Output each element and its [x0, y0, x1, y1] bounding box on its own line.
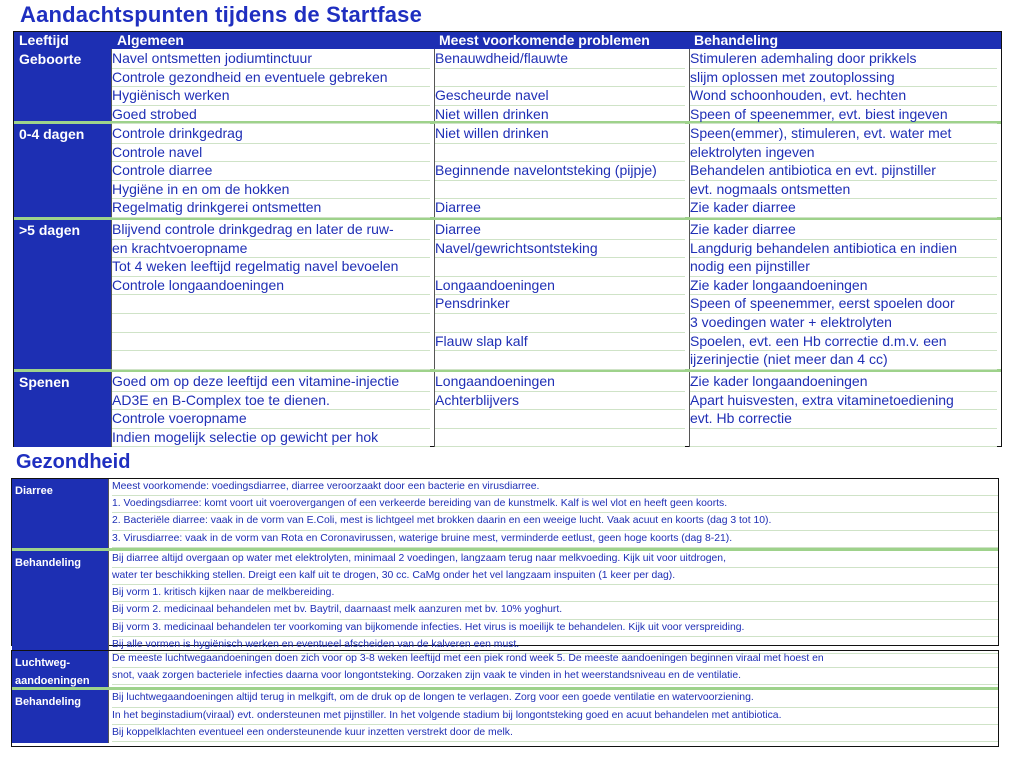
- cell-line: elektrolyten ingeven: [690, 143, 997, 163]
- problemen-cell: [434, 124, 689, 217]
- table-header: [14, 32, 1001, 49]
- cell-line: Controle drinkgedrag: [112, 124, 430, 144]
- cell-line: en krachtvoeropname: [112, 239, 430, 259]
- cell-line: Zie kader longaandoeningen: [690, 372, 997, 392]
- cell-line: Zie kader longaandoeningen: [690, 276, 997, 296]
- cell-line: Wond schoonhouden, evt. hechten: [690, 86, 997, 106]
- cell-line: [435, 350, 685, 370]
- cell-line: [112, 350, 430, 370]
- cell-line: Controle diarree: [112, 161, 430, 181]
- cell-line: [435, 313, 685, 333]
- cell-line: Navel ontsmetten jodiumtinctuur: [112, 49, 430, 69]
- info-text: [108, 479, 998, 548]
- info-line: De meeste luchtwegaandoeningen doen zich voor op 3-8 weken leeftijd met een piek rond week 5. De meeste aandoeningen beginnen viraal met hoest en: [112, 651, 998, 668]
- section-row: [14, 49, 1001, 124]
- behandeling-cell: [689, 124, 1001, 217]
- cell-line: Zie kader diarree: [690, 220, 997, 240]
- cell-line: [435, 257, 685, 277]
- info-label: [12, 551, 108, 652]
- age-label: 0-4 dagen: [14, 124, 111, 217]
- cell-line: [435, 68, 685, 88]
- cell-line: Gescheurde navel: [435, 86, 685, 106]
- cell-line: Behandelen antibiotica en evt. pijnstiller: [690, 161, 997, 181]
- header-leeftijd: Leeftijd: [19, 32, 69, 48]
- info-label-line: Behandeling: [15, 556, 82, 569]
- cell-line: [690, 428, 997, 448]
- info-block: [12, 651, 998, 687]
- cell-line: evt. Hb correctie: [690, 409, 997, 429]
- section-row: [14, 372, 1001, 447]
- problemen-cell: [434, 49, 689, 121]
- gezondheid-box: [11, 650, 999, 747]
- info-label: [12, 479, 108, 548]
- cell-line: slijm oplossen met zoutoplossing: [690, 68, 997, 88]
- info-line: In het beginstadium(viraal) evt. ondersteunen met pijnstiller. In het volgende stadium bij longontsteking goed en acuut behandelen met antibiotica.: [112, 708, 998, 725]
- info-label-line: aandoeningen: [15, 675, 90, 687]
- cell-line: Controle navel: [112, 143, 430, 163]
- cell-line: Apart huisvesten, extra vitaminetoediening: [690, 391, 997, 411]
- cell-line: Zie kader diarree: [690, 198, 997, 218]
- startfase-table: [13, 31, 1002, 447]
- info-line: snot, vaak zorgen bacteriele infecties daarna voor longontsteking. Oorzaken zijn vaak te vinden in het weerstandsniveau en de ventilatie.: [112, 668, 998, 685]
- cell-line: [435, 409, 685, 429]
- section-row: [14, 220, 1001, 372]
- cell-line: Beginnende navelontsteking (pijpje): [435, 161, 685, 181]
- cell-line: Flauw slap kalf: [435, 332, 685, 352]
- info-line: Bij koppelklachten eventueel een ondersteunende kuur inzetten verstrekt door de melk.: [112, 725, 998, 742]
- section-row: [14, 124, 1001, 220]
- behandeling-cell: [689, 220, 1001, 369]
- cell-line: 3 voedingen water + elektrolyten: [690, 313, 997, 333]
- algemeen-cell: [111, 49, 434, 121]
- cell-line: Speen(emmer), stimuleren, evt. water met: [690, 124, 997, 144]
- cell-line: Navel/gewrichtsontsteking: [435, 239, 685, 259]
- cell-line: Blijvend controle drinkgedrag en later de ruw-: [112, 220, 430, 240]
- cell-line: [112, 294, 430, 314]
- info-label: [12, 651, 108, 687]
- cell-line: Langdurig behandelen antibiotica en indien: [690, 239, 997, 259]
- cell-line: Pensdrinker: [435, 294, 685, 314]
- cell-line: [435, 428, 685, 448]
- cell-line: Diarree: [435, 198, 685, 218]
- cell-line: Spoelen, evt. een Hb correctie d.m.v. een: [690, 332, 997, 352]
- cell-line: Tot 4 weken leeftijd regelmatig navel bevoelen: [112, 257, 430, 277]
- cell-line: Hygiëne in en om de hokken: [112, 180, 430, 200]
- info-label: [12, 690, 108, 743]
- age-label: Spenen: [14, 372, 111, 447]
- info-line: 3. Virusdiarree: vaak in de vorm van Rota en Coronavirussen, waterige bruine mest, verminderde eetlust, geen hoge koorts (dag 8-21).: [112, 531, 998, 548]
- header-behandeling: Behandeling: [694, 32, 779, 48]
- cell-line: [112, 332, 430, 352]
- cell-line: Stimuleren ademhaling door prikkels: [690, 49, 997, 69]
- info-text: [108, 690, 998, 743]
- algemeen-cell: [111, 124, 434, 217]
- algemeen-cell: [111, 220, 434, 369]
- cell-line: [112, 313, 430, 333]
- info-line: Bij vorm 2. medicinaal behandelen met bv. Baytril, daarnaast melk aanzuren met bv. 10% yoghurt.: [112, 602, 998, 619]
- cell-line: Longaandoeningen: [435, 276, 685, 296]
- page-title: Aandachtspunten tijdens de Startfase: [20, 2, 423, 27]
- info-line: 2. Bacteriële diarree: vaak in de vorm van E.Coli, mest is lichtgeel met brokken daarin en een weeige lucht. Vaak acuut en koorts (dag 3 tot 10).: [112, 513, 998, 530]
- cell-line: Goed om op deze leeftijd een vitamine-injectie: [112, 372, 430, 392]
- header-problemen: Meest voorkomende problemen: [439, 32, 650, 48]
- info-line: Bij vorm 1. kritisch kijken naar de melkbereiding.: [112, 585, 998, 602]
- info-block: [12, 479, 998, 548]
- cell-line: Benauwdheid/flauwte: [435, 49, 685, 69]
- info-text: [108, 651, 998, 687]
- info-line: Bij luchtwegaandoeningen altijd terug in melkgift, om de druk op de longen te verlagen. Zorg voor een goede ventilatie en watervoorziening.: [112, 690, 998, 707]
- cell-line: Indien mogelijk selectie op gewicht per hok: [112, 428, 430, 448]
- cell-line: Longaandoeningen: [435, 372, 685, 392]
- algemeen-cell: [111, 372, 434, 447]
- cell-line: ijzerinjectie (niet meer dan 4 cc): [690, 350, 997, 370]
- cell-line: Niet willen drinken: [435, 105, 685, 125]
- cell-line: Controle gezondheid en eventuele gebreken: [112, 68, 430, 88]
- cell-line: [435, 143, 685, 163]
- info-line: 1. Voedingsdiarree: komt voort uit voerovergangen of een verkeerde bereiding van de kunstmelk. Kalf is wel vlot en heeft geen koorts.: [112, 496, 998, 513]
- header-algemeen: Algemeen: [117, 32, 184, 48]
- cell-line: Speen of speenemmer, eerst spoelen door: [690, 294, 997, 314]
- cell-line: Goed strobed: [112, 105, 430, 125]
- cell-line: Niet willen drinken: [435, 124, 685, 144]
- info-label-line: Diarree: [15, 485, 53, 497]
- info-line: Meest voorkomende: voedingsdiarree, diarree veroorzaakt door een bacterie en virusdiarree.: [112, 479, 998, 496]
- info-block: [12, 690, 998, 743]
- cell-line: Controle longaandoeningen: [112, 276, 430, 296]
- cell-line: Controle voeropname: [112, 409, 430, 429]
- problemen-cell: [434, 220, 689, 369]
- cell-line: Diarree: [435, 220, 685, 240]
- cell-line: [435, 180, 685, 200]
- info-line: Bij alle vormen is hygiënisch werken en eventueel afscheiden van de kalveren een must.: [112, 637, 998, 654]
- cell-line: evt. nogmaals ontsmetten: [690, 180, 997, 200]
- info-label-line: Behandeling: [15, 696, 82, 709]
- info-line: Bij vorm 3. medicinaal behandelen ter voorkoming van bijkomende infecties. Het virus is moeilijk te behandelen. Kijk uit voor verspreiding.: [112, 620, 998, 637]
- info-block: [12, 551, 998, 652]
- age-label: Geboorte: [14, 49, 111, 121]
- cell-line: Speen of speenemmer, evt. biest ingeven: [690, 105, 997, 125]
- problemen-cell: [434, 372, 689, 447]
- gezondheid-box: [11, 478, 999, 650]
- behandeling-cell: [689, 372, 1001, 447]
- age-label: >5 dagen: [14, 220, 111, 369]
- cell-line: nodig een pijnstiller: [690, 257, 997, 277]
- info-label-line: Luchtweg-: [15, 657, 70, 669]
- info-line: Bij diarree altijd overgaan op water met elektrolyten, minimaal 2 voedingen, langzaam terug naar melkvoeding. Kijk uit voor uitdrogen,: [112, 551, 998, 568]
- cell-line: Hygiënisch werken: [112, 86, 430, 106]
- cell-line: AD3E en B-Complex toe te dienen.: [112, 391, 430, 411]
- info-line: water ter beschikking stellen. Dreigt een kalf uit te drogen, 30 cc. CaMg onder het vel langzaam inspuiten (1 keer per dag).: [112, 568, 998, 585]
- section-title-gezondheid: Gezondheid: [16, 451, 131, 473]
- info-text: [108, 551, 998, 652]
- cell-line: Achterblijvers: [435, 391, 685, 411]
- cell-line: Regelmatig drinkgerei ontsmetten: [112, 198, 430, 218]
- behandeling-cell: [689, 49, 1001, 121]
